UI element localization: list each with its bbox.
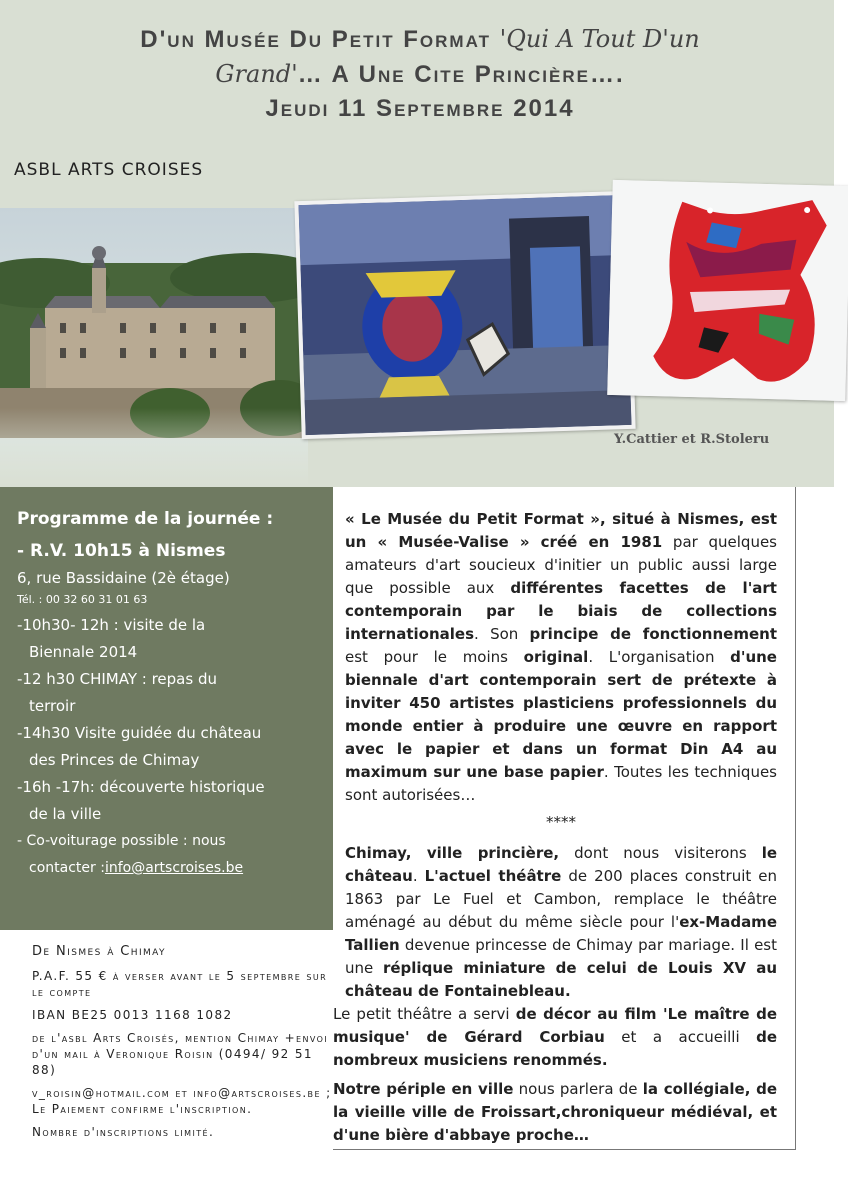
phone-number: Tél. : 00 32 60 31 01 63 xyxy=(17,593,148,606)
limit-text: Nombre d'inscriptions limité. xyxy=(32,1125,215,1139)
paragraph-city-tour: Notre périple en ville nous parlera de la collégiale, de la vieille ville de Froissart,chroniqueur médiéval, et d'une bière d'abbaye proche… xyxy=(333,1080,778,1144)
program-line: des Princes de Chimay xyxy=(29,751,200,769)
paf-text: P.A.F. 55 € à verser avant le 5 septembre sur le compte xyxy=(32,969,328,999)
mail-text: v_roisin@hotmail.com et info@artscroises.be ; Le Paiement confirme l'inscription. xyxy=(32,1086,332,1116)
program-line: -14h30 Visite guidée du château xyxy=(17,724,262,742)
separator-stars: **** xyxy=(546,813,576,831)
paragraph-chimay: Chimay, ville princière, dont nous visiterons le château. L'actuel théâtre de 200 places construit en 1863 par Le Fuel et Cambon, remplace le théâtre aménagé au début du même siècle pour l'ex-Madame Tallien devenue princesse de Chimay par mariage. Il est une réplique miniature de celui de Louis XV au château de Fontainebleau. xyxy=(345,844,778,1000)
paragraph-theatre: Le petit théâtre a servi de décor au film 'Le maître de musique' de Gérard Corbiau et a accueilli de nombreux musiciens renommés. xyxy=(333,1005,778,1069)
program-line: -10h30- 12h : visite de la xyxy=(17,616,206,634)
program-line: Biennale 2014 xyxy=(29,643,138,661)
textile-artwork xyxy=(607,180,848,401)
description-text xyxy=(333,508,778,1147)
payment-info xyxy=(32,944,332,1147)
artwork-caption: Y.Cattier et R.Stoleru xyxy=(614,432,770,447)
paragraph-museum: « Le Musée du Petit Format », situé à Nismes, est un « Musée-Valise » créé en 1981 par quelques amateurs d'art soucieux d'initier un public aussi large que possible aux différentes facettes de l'art contemporain par le biais de collections internationales. Son principe de fonctionnement est pour le moins original. L'organisation d'une biennale d'art contemporain sert de prétexte à inviter 450 artistes plasticiens professionnels du monde entier à produire une œuvre en rapport avec le papier et dans un format Din A4 au maximum sur une base papier. Toutes les techniques sont autorisées… xyxy=(345,510,777,804)
title-line1: D'un Musée Du Petit Format xyxy=(140,26,500,53)
header-panel xyxy=(0,0,834,487)
iban-text: IBAN BE25 0013 1168 1082 xyxy=(32,1008,233,1022)
program-line: terroir xyxy=(29,697,76,715)
program-panel xyxy=(0,487,333,930)
program-heading: Programme de la journée : xyxy=(17,509,274,529)
email-link[interactable]: info@artscroises.be xyxy=(104,860,244,876)
title-date: Jeudi 11 Septembre 2014 xyxy=(265,95,575,122)
page-title xyxy=(20,22,820,126)
carpool-line: - Co-voiturage possible : nous xyxy=(17,833,226,849)
carpool-contact: contacter : xyxy=(29,860,105,876)
organization-name: ASBL ARTS CROISES xyxy=(14,160,204,180)
route-heading: De Nismes à Chimay xyxy=(32,944,166,959)
address: 6, rue Bassidaine (2è étage) xyxy=(17,569,230,587)
title-line2: … A Une Cite Princière…. xyxy=(297,61,625,88)
title-line1-italic: 'Qui A Tout D'un xyxy=(499,25,700,53)
mention-text: de l'asbl Arts Croisés, mention Chimay +envoi d'un mail à Veronique Roisin (0494/ 92 51 88) xyxy=(32,1031,329,1077)
program-line: -12 h30 CHIMAY : repas du xyxy=(17,670,217,688)
painting-artwork xyxy=(294,191,635,439)
meeting-point: - R.V. 10h15 à Nismes xyxy=(17,541,226,561)
castle-photo xyxy=(0,208,308,486)
program-line: -16h -17h: découverte historique xyxy=(17,778,265,796)
program-line: de la ville xyxy=(29,805,102,823)
title-line2-italic: Grand' xyxy=(215,60,298,88)
